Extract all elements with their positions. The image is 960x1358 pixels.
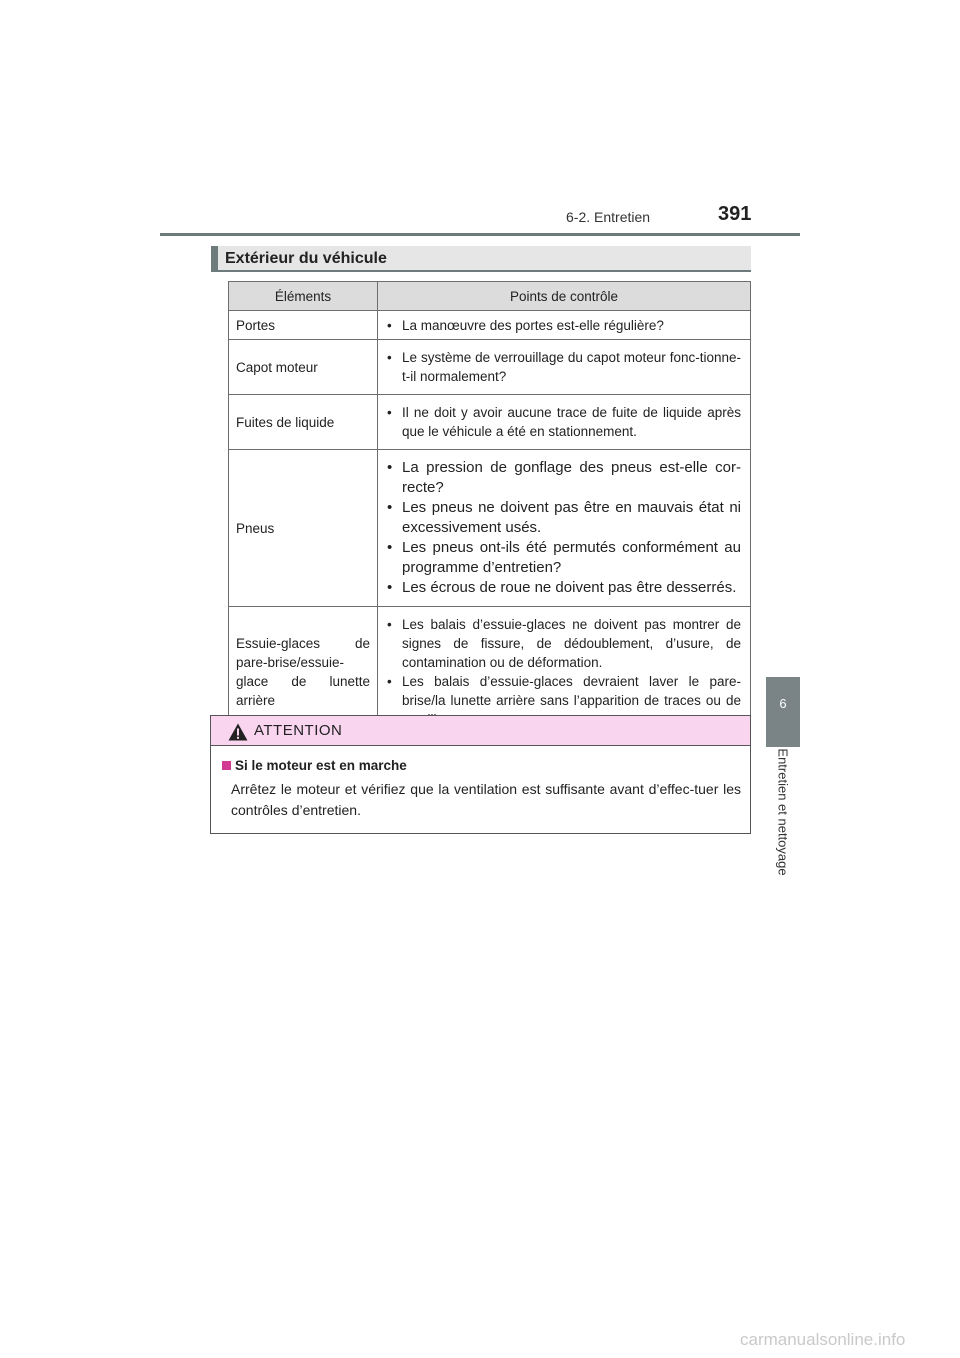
row-item: Portes — [229, 311, 378, 340]
check-point: • Les écrous de roue ne doivent pas être desserrés. — [387, 578, 741, 598]
warning-title: ATTENTION — [254, 722, 343, 739]
check-point: • Les balais d’essuie-glaces devraient laver le pare-brise/la lunette arrière sans l’apparition de traces ou de — [387, 672, 741, 729]
column-header-elements: Éléments — [229, 282, 378, 311]
chapter-tab-rule — [766, 745, 800, 747]
warning-subtitle — [222, 758, 741, 773]
row-points — [378, 450, 751, 607]
row-item: Capot moteur — [229, 340, 378, 395]
check-point: • La pression de gonflage des pneus est-elle cor-recte? — [387, 458, 741, 498]
watermark: carmanualsonline.info — [740, 1330, 906, 1349]
page-number: 391 — [718, 203, 752, 225]
chapter-number: 6 — [779, 696, 787, 711]
bullet-square-icon — [222, 761, 231, 770]
row-points — [378, 395, 751, 450]
table-row — [229, 340, 751, 395]
row-points — [378, 340, 751, 395]
check-point: • Il ne doit y avoir aucune trace de fuite de liquide après que le véhicule a été en stationnement. — [387, 403, 741, 441]
check-point: • La manœuvre des portes est-elle régulière? — [387, 316, 741, 335]
column-header-points: Points de contrôle — [378, 282, 751, 311]
row-item: Fuites de liquide — [229, 395, 378, 450]
row-item: Pneus — [229, 450, 378, 607]
table-row — [229, 311, 751, 340]
check-point: • Les pneus ont-ils été permutés conformément au programme d’entretien? — [387, 538, 741, 578]
warning-header — [211, 716, 750, 746]
chapter-label: Entretien et nettoyage — [775, 748, 791, 876]
table-header-row — [229, 282, 751, 311]
table-row — [229, 450, 751, 607]
table-row — [229, 395, 751, 450]
check-point: • Le système de verrouillage du capot moteur fonc-tionne-t-il normalement? — [387, 348, 741, 386]
warning-text: Arrêtez le moteur et vérifiez que la ventilation est suffisante avant d’effec-tuer les contrôles d’entretien. — [231, 781, 741, 818]
section-title: Extérieur du véhicule — [211, 246, 751, 272]
warning-body — [211, 746, 750, 821]
warning-subtitle-text: Si le moteur est en marche — [235, 758, 407, 773]
inspection-table — [228, 281, 751, 738]
header-section-title: 6-2. Entretien — [566, 209, 651, 225]
warning-box — [210, 715, 751, 834]
row-points — [378, 311, 751, 340]
row-item: Essuie-glaces de pare-brise/essuie-glace de lunette arrière — [229, 607, 378, 738]
check-point: • Les balais d’essuie-glaces ne doivent pas montrer de signes de fissure, de dédoublement, d’usure, de contamination ou de déformation. — [387, 615, 741, 672]
chapter-tab — [766, 677, 800, 745]
warning-triangle-icon — [228, 723, 248, 741]
check-point: • Les pneus ne doivent pas être en mauvais état ni excessivement usés. — [387, 498, 741, 538]
header-rule — [160, 233, 800, 236]
